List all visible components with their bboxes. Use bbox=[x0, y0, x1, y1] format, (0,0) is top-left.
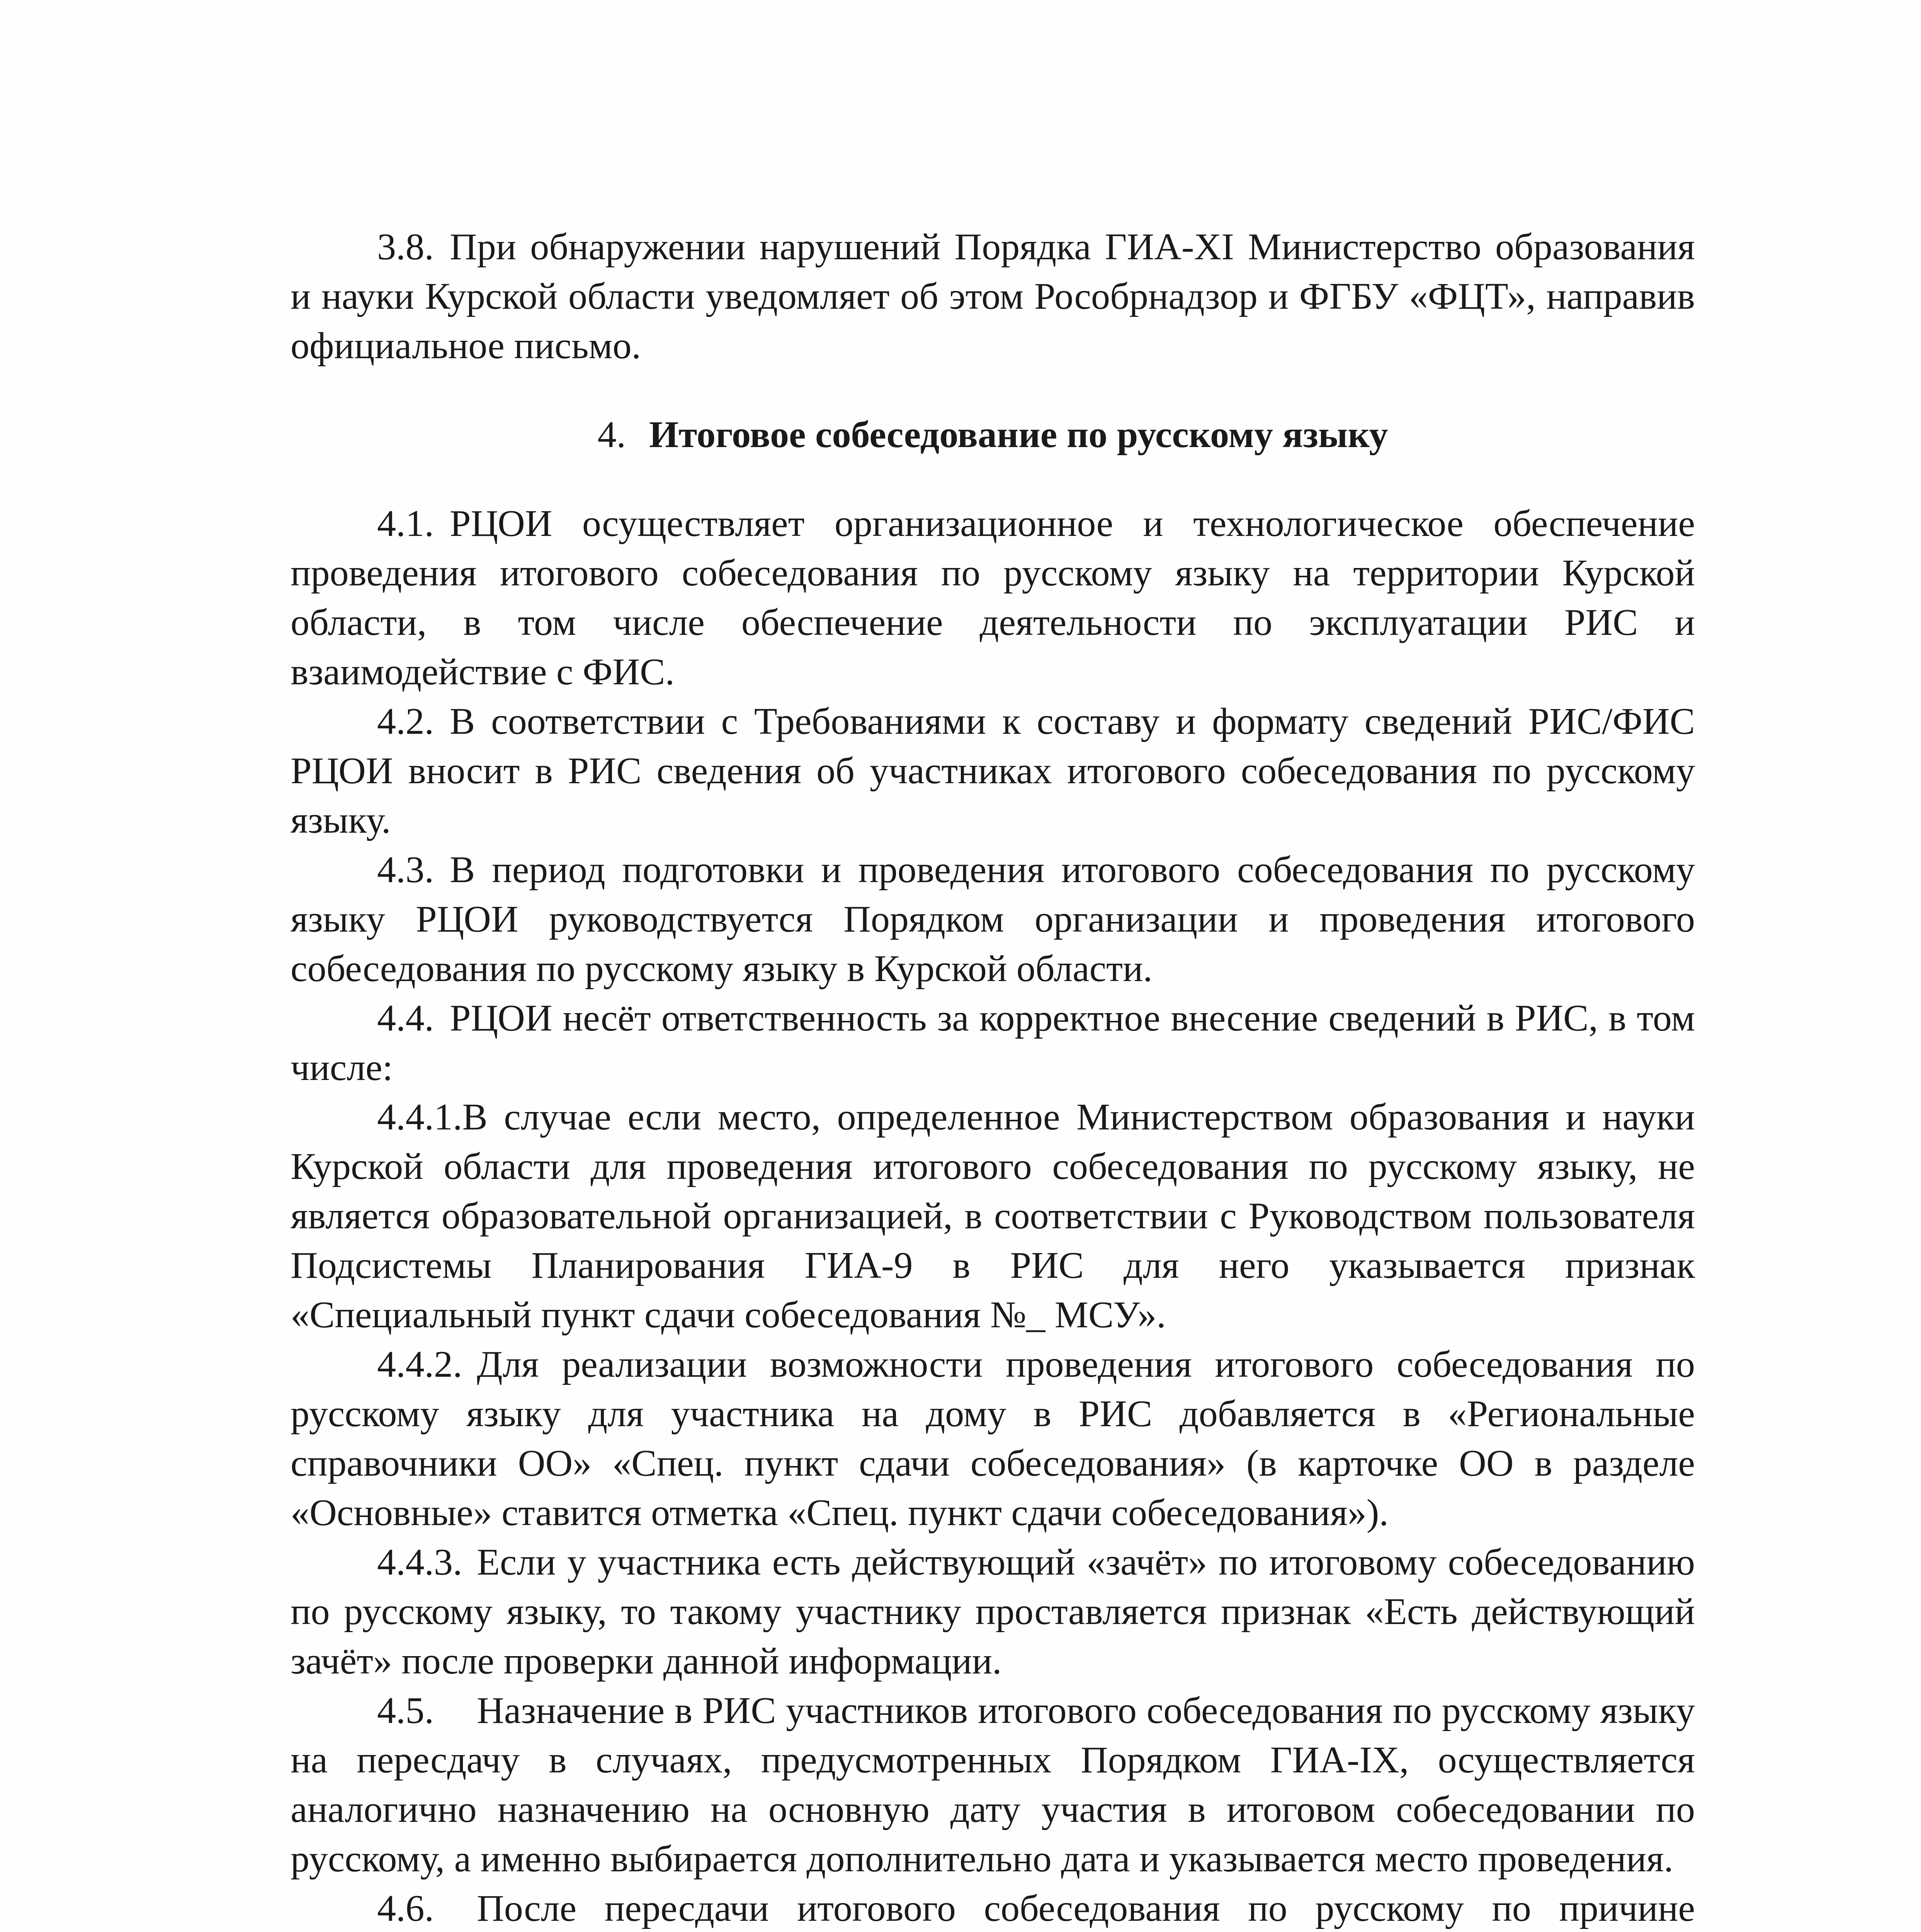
paragraph-4-6 bbox=[291, 1884, 1695, 1932]
paragraph-number: 4.2. bbox=[377, 701, 434, 742]
paragraph-text: Для реализации возможности проведения итогового собеседования по русскому языку для участника на дому в РИС добавляется в «Региональные справочники ОО» «Спец. пункт сдачи собеседования» (в карточке ОО в разделе «Основные» ставится отметка «Спец. пункт сдачи собеседования»). bbox=[291, 1344, 1695, 1534]
paragraph-text: РЦОИ несёт ответственность за корректное внесение сведений в РИС, в том числе: bbox=[291, 997, 1695, 1088]
paragraph-4-3 bbox=[291, 845, 1695, 993]
paragraph-text: Если у участника есть действующий «зачёт» по итоговому собеседованию по русскому языку, то такому участнику проставляется признак «Есть действующий зачёт» после проверки данной информации. bbox=[291, 1541, 1695, 1682]
paragraph-text: В соответствии с Требованиями к составу и формату сведений РИС/ФИС РЦОИ вносит в РИС сведения об участниках итогового собеседования по русскому языку. bbox=[291, 701, 1695, 841]
paragraph-text: РЦОИ осуществляет организационное и технологическое обеспечение проведения итогового собеседования по русскому языку на территории Курской области, в том числе обеспечение деятельности по эксплуатации РИС и взаимодействие с ФИС. bbox=[291, 503, 1695, 693]
paragraph-3-8 bbox=[291, 222, 1695, 371]
paragraph-number: 4.4.2. bbox=[377, 1344, 462, 1385]
paragraph-number: 4.4.1. bbox=[377, 1096, 462, 1138]
paragraph-4-4 bbox=[291, 993, 1695, 1092]
paragraph-4-4-1 bbox=[291, 1092, 1695, 1340]
document-body bbox=[291, 222, 1695, 1932]
paragraph-4-4-3 bbox=[291, 1537, 1695, 1686]
paragraph-4-1 bbox=[291, 499, 1695, 697]
paragraph-text: После пересдачи итогового собеседования по русскому по причине bbox=[477, 1888, 1695, 1929]
paragraph-number: 4.1. bbox=[377, 503, 434, 544]
section-number: 4. bbox=[597, 414, 626, 456]
paragraph-text: При обнаружении нарушений Порядка ГИА-XI Министерство образования и науки Курской области уведомляет об этом Рособрнадзор и ФГБУ «ФЦТ», направив официальное письмо. bbox=[291, 226, 1695, 367]
paragraph-number: 4.6. bbox=[377, 1888, 434, 1929]
paragraph-number: 4.4.3. bbox=[377, 1541, 462, 1583]
paragraph-4-4-2 bbox=[291, 1340, 1695, 1537]
paragraph-number: 3.8. bbox=[377, 226, 434, 268]
paragraph-number: 4.4. bbox=[377, 997, 434, 1039]
section-title: Итоговое собеседование по русскому языку bbox=[649, 414, 1388, 456]
paragraph-number: 4.3. bbox=[377, 849, 434, 891]
paragraph-number: 4.5. bbox=[377, 1690, 434, 1731]
section-heading bbox=[291, 410, 1695, 459]
paragraph-4-2 bbox=[291, 697, 1695, 845]
paragraph-text: В случае если место, определенное Министерством образования и науки Курской области для проведения итогового собеседования по русскому языку, не является образовательной организацией, в соответствии с Руководством пользователя Подсистемы Планирования ГИА-9 в РИС для него указывается признак «Специальный пункт сдачи собеседования №_ МСУ». bbox=[291, 1096, 1695, 1336]
paragraph-text: Назначение в РИС участников итогового собеседования по русскому языку на пересдачу в случаях, предусмотренных Порядком ГИА-IX, осуществляется аналогично назначению на основную дату участия в итоговом собеседовании по русскому, а именно выбирается дополнительно дата и указывается место проведения. bbox=[291, 1690, 1695, 1880]
paragraph-4-5 bbox=[291, 1686, 1695, 1884]
paragraph-text: В период подготовки и проведения итогового собеседования по русскому языку РЦОИ руководствуется Порядком организации и проведения итогового собеседования по русскому языку в Курской области. bbox=[291, 849, 1695, 990]
